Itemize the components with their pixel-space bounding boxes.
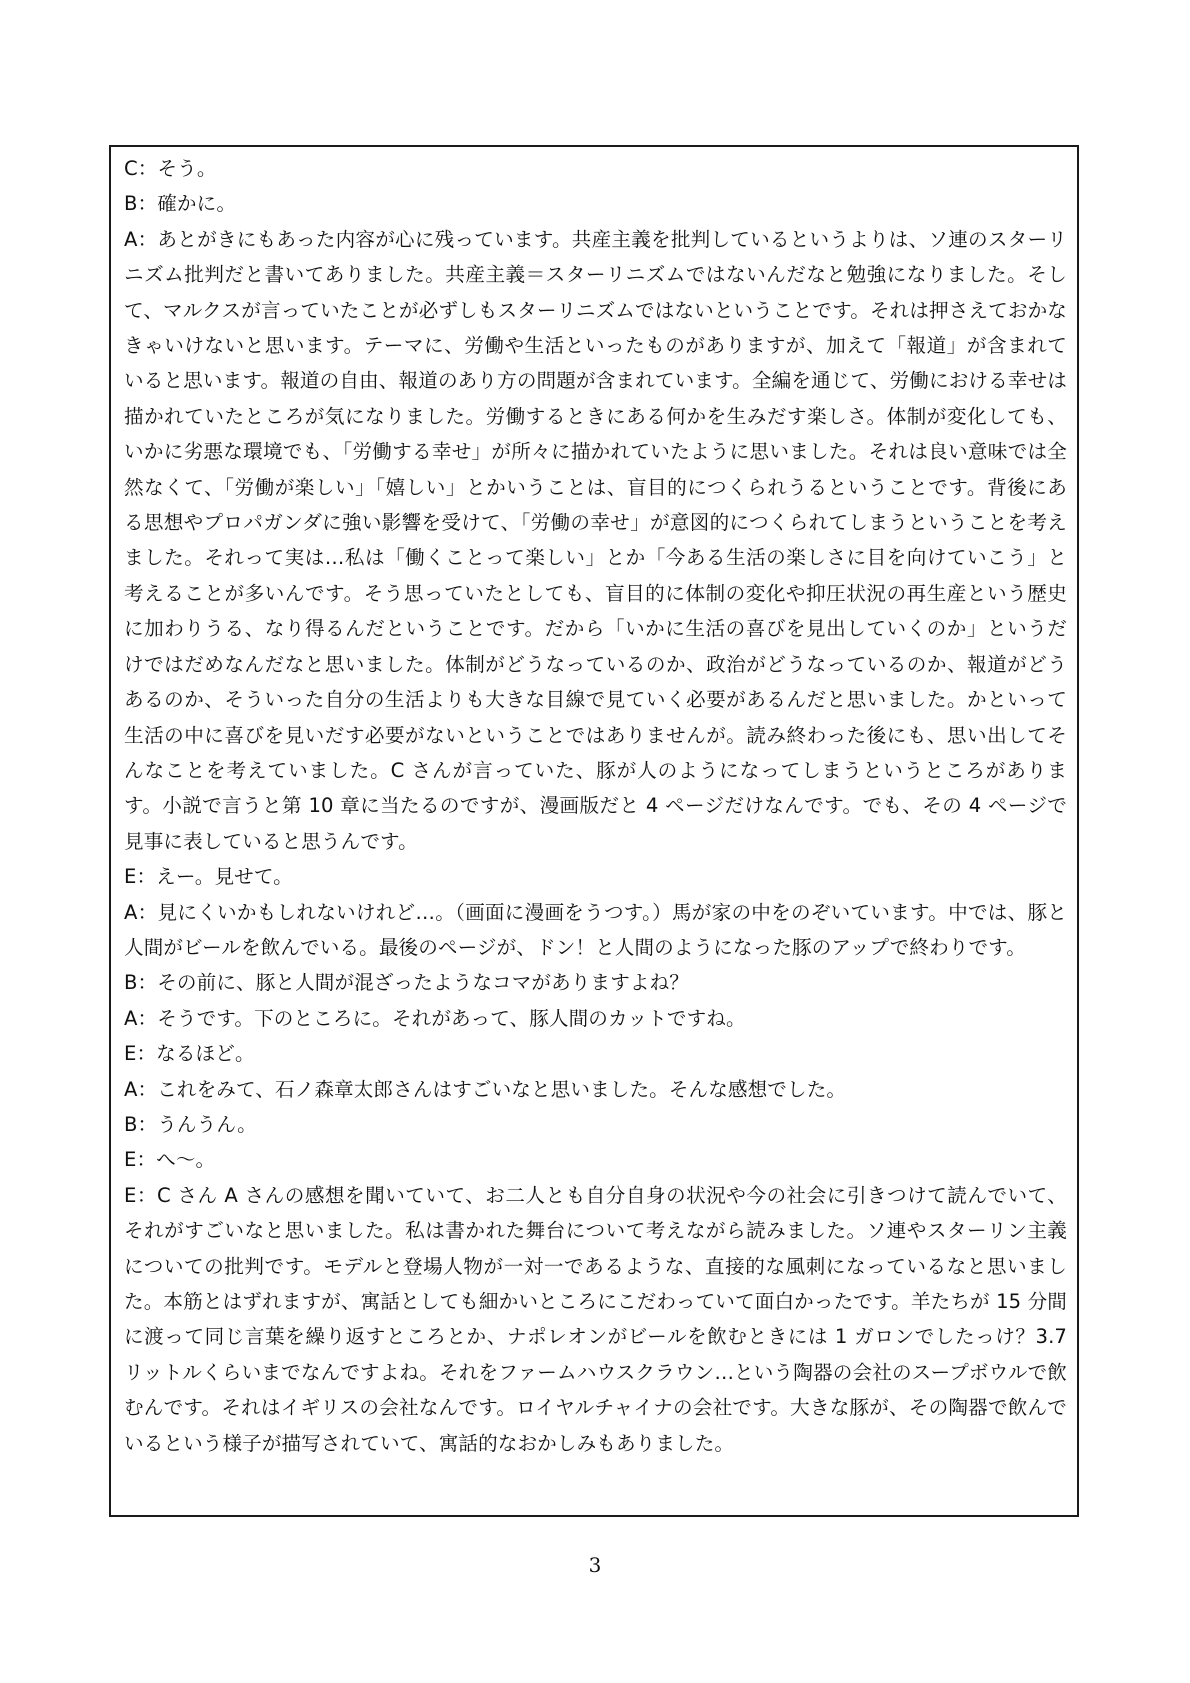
transcript-line: B：確かに。: [124, 192, 237, 216]
transcript-line: E：えー。見せて。: [124, 865, 293, 889]
transcript-line: A：見にくいかもしれないけれど…。（画面に漫画をうつす。）馬が家の中をのぞいています。中では、豚と人間がビールを飲んでいる。最後のページが、ドン！と人間のようになった豚のアップで終わりです。: [124, 900, 1067, 959]
transcript-line: B：うんうん。: [124, 1112, 257, 1136]
transcript-line: A：そうです。下のところに。それがあって、豚人間のカットですね。: [124, 1006, 746, 1030]
transcript-line: B：その前に、豚と人間が混ざったようなコマがありますよね？: [124, 971, 689, 995]
transcript-line: A：あとがきにもあった内容が心に残っています。共産主義を批判しているというよりは、ソ連のスターリニズム批判だと書いてありました。共産主義＝スターリニズムではないんだなと勉強になりました。そして、マルクスが言っていたことが必ずしもスターリニズムではないということです。それは押さえておかなきゃいけないと思います。テーマに、労働や生活といったものがありますが、加えて「報道」が含まれていると思います。報道の自由、報道のあり方の問題が含まれています。全編を通じて、労働における幸せは描かれていたところが気になりました。労働するときにある何かを生みだす楽しさ。体制が変化しても、いかに劣悪な環境でも、「労働する幸せ」が所々に描かれていたように思いました。それは良い意味では全然なくて、「労働が楽しい」「嬉しい」とかいうことは、盲目的につくられうるということです。背後にある思想やプロパガンダに強い影響を受けて、「労働の幸せ」が意図的につくられてしまうということを考えました。それって実は…私は「働くことって楽しい」とか「今ある生活の楽しさに目を向けていこう」と考えることが多いんです。そう思っていたとしても、盲目的に体制の変化や抑圧状況の再生産という歴史に加わりうる、なり得るんだということです。だから「いかに生活の喜びを見出していくのか」というだけではだめなんだなと思いました。体制がどうなっているのか、政治がどうなっているのか、報道がどうあるのか、そういった自分の生活よりも大きな目線で見ていく必要があるんだと思いました。かといって生活の中に喜びを見いだす必要がないということではありませんが。読み終わった後にも、思い出してそんなことを考えていました。C さんが言っていた、豚が人のようになってしまうというところがあります。小説で言うと第 10 章に当たるのですが、漫画版だと 4 ページだけなんです。でも、その 4 ページで見事に表していると思うんです。: [124, 227, 1067, 853]
transcript-line: C：そう。: [124, 157, 217, 180]
page-number: 3: [588, 1553, 602, 1577]
transcript-line: E：C さん A さんの感想を聞いていて、お二人とも自分自身の状況や今の社会に引きつけて読んでいて、それがすごいなと思いました。私は書かれた舞台について考えながら読みました。ソ連やスターリン主義についての批判です。モデルと登場人物が一対一であるような、直接的な風刺になっているなと思いました。本筋とはずれますが、寓話としても細かいところにこだわっていて面白かったです。羊たちが 15 分間に渡って同じ言葉を繰り返すところとか、ナポレオンがビールを飲むときには 1 ガロンでしたっけ？3.7 リットルくらいまでなんですよね。それをファームハウスクラウン…という陶器の会社のスープボウルで飲むんです。それはイギリスの会社なんです。ロイヤルチャイナの会社です。大きな豚が、その陶器で飲んでいるという様子が描写されていて、寓話的なおかしみもありました。: [124, 1183, 1067, 1455]
transcript-line: A：これをみて、石ノ森章太郎さんはすごいなと思いました。そんな感想でした。: [124, 1077, 847, 1101]
transcript-box: [109, 145, 1079, 1517]
transcript-line: E：なるほど。: [124, 1042, 255, 1066]
transcript-line: E：へ～。: [124, 1148, 216, 1172]
